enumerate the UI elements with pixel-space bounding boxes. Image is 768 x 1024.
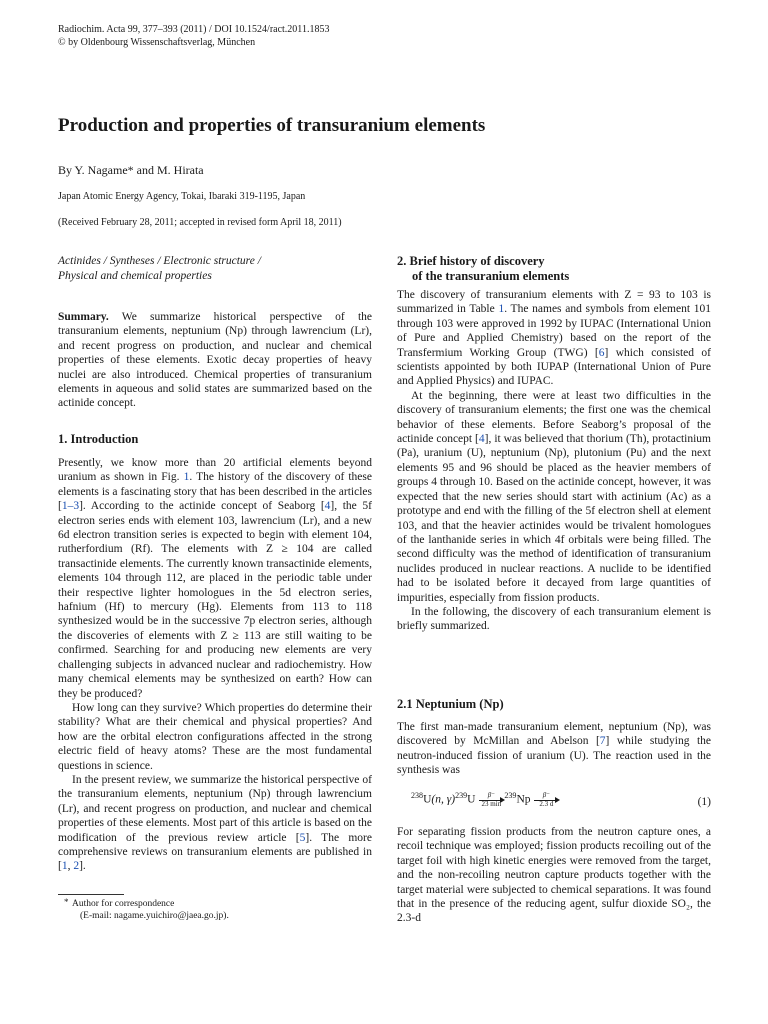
history-paragraph-2: At the beginning, there were at least two difficulties in the discovery of transuranium elements; the first one was the chemical behavior of these elements. Before Seaborg’s proposal of the actinide concept [4], it was believed that thorium (Th), protactinium (Pa), uranium (U), neptunium (Np), plutonium (Pu) and the next elements 95 and 96 should be placed as the heavier members of groups 4 through 10. Based on the actinide concept, however, it was expected that the new series should start with actinium (Ac) as a prototype and end with the filling of the 5f electron shell at element 103, and that the heavier actinides would be trivalent homologues of the lanthanide series in which 4f orbitals were being filled. The second difficulty was the method of identification of transuranium nuclides produced in nuclear reactions. A nuclide to be identified had to be isolated before it decayed from large quantities of impurities, especially from fission products. (397, 389, 711, 604)
introduction-body (58, 456, 372, 874)
authors: By Y. Nagame* and M. Hirata (58, 163, 204, 177)
history-paragraph-3: In the following, the discovery of each transuranium element is briefly summarized. (397, 605, 711, 633)
summary-label: Summary. (58, 311, 109, 323)
ref-7[interactable]: 7 (599, 735, 606, 748)
decay-arrow-2: $\frac{\beta^-}{2.3 d}$ (533, 791, 559, 809)
ref-6[interactable]: 6 (598, 346, 605, 359)
keywords-line-2: Physical and chemical properties (58, 269, 212, 282)
reaction-ng: (n, γ) (431, 793, 456, 806)
article-title: Production and properties of transuranium elements (58, 115, 486, 136)
footnote-author: Author for correspondence (72, 899, 175, 909)
section-heading-neptunium: 2.1 Neptunium (Np) (397, 697, 504, 711)
ref-1[interactable]: 1 (61, 860, 68, 873)
intro-paragraph-1: Presently, we know more than 20 artificial elements beyond uranium as shown in Fig. 1. The history of the discovery of these elements is a fascinating story that has been described in the articles [1–3]. According to the actinide concept of Seaborg [4], the 5f electron series ends with element 103, lawrencium (Lr), and a new 6d electron transition series is expected to begin with element 104, rutherfordium (Rf). The elements with Z ≥ 104 are called transactinide elements. The currently known transactinide elements, elements 104 through 112, are placed in the periodic table under their respective lighter homologues in the 5d electron series, hafnium (Hf) to mercury (Hg). Elements from 113 to 118 synthesized would be in the successive 7p electron series, although the discoveries of elements with Z ≥ 113 are still waiting to be confirmed. Searching for and producing new elements are very challenging subjects in advanced nuclear and radiochemistry. How many chemical elements may be synthesized on earth? How can they be produced? (58, 457, 372, 700)
ref-table-1[interactable]: 1 (498, 303, 505, 316)
ref-2[interactable]: 2 (73, 860, 80, 873)
history-body (397, 288, 711, 634)
journal-header (58, 23, 558, 49)
received-dates: (Received February 28, 2011; accepted in revised form April 18, 2011) (58, 217, 342, 228)
keywords (58, 254, 378, 283)
publisher-line: © by Oldenbourg Wissenschaftsverlag, München (58, 37, 256, 48)
intro-paragraph-3: In the present review, we summarize the historical perspective of the transuranium elements, neptunium (Np) through lawrencium (Lr), and recent progress on production, and nuclear and chemical properties of these elements. Most part of this article is based on the modification of the previous review article [5]. The more comprehensive reviews on transuranium elements are published in [1, 2]. (58, 773, 372, 873)
equation-1 (397, 788, 711, 818)
affiliation: Japan Atomic Energy Agency, Tokai, Ibaraki 319-1195, Japan (58, 191, 306, 202)
history-paragraph-1: The discovery of transuranium elements with Z = 93 to 103 is summarized in Table 1. The names and symbols from element 101 through 103 were approved in 1992 by IUPAC (International Union of Pure and Applied Chemistry) based on the report of the Transfermium Working Group (TWG) [6] which consisted of scientists appointed by both IUPAP (International Union of Pure and Applied Physics) and IUPAC. (397, 289, 711, 388)
section-heading-history: 2. Brief history of discovery of the transuranium elements (397, 254, 570, 283)
keywords-line-1: Actinides / Syntheses / Electronic structure / (58, 255, 261, 267)
footnote-email: (E-mail: nagame.yuichiro@jaea.go.jp). (80, 911, 229, 921)
u238-mass: 238 (411, 790, 424, 800)
footnote-rule (58, 894, 124, 895)
np239-symbol: Np (516, 793, 531, 806)
ref-4[interactable]: 4 (324, 500, 331, 513)
journal-citation: Radiochim. Acta 99, 377–393 (2011) / DOI 10.1524/ract.2011.1853 (58, 24, 330, 35)
u239-mass: 239 (455, 790, 468, 800)
equation-number: (1) (697, 796, 711, 808)
ref-1-3[interactable]: 1–3 (61, 500, 80, 513)
decay-arrow-1: β⁻ 23 min (478, 791, 504, 809)
summary (58, 310, 372, 411)
neptunium-paragraph-2: For separating fission products from the neutron capture ones, a recoil technique was employed; fission products recoiling out of the target foil with high kinetic energies were removed from the target, and the non-recoiling neutron capture products together with the target material were subjected to chemical separations. It was found that in the presence of the reducing agent, sulfur dioxide SO₂, the 2.3-d (397, 826, 711, 925)
intro-paragraph-2: How long can they survive? Which properties do determine their stability? What are their chemical and physical properties? And how are the orbital electron configurations affected in the strong electric field of heavy atoms? These are the most fundamental questions in science. (58, 701, 372, 772)
section-heading-introduction: 1. Introduction (58, 432, 139, 446)
footnote: * Author for correspondence (E-mail: nagame.yuichiro@jaea.go.jp). (58, 898, 378, 922)
np239-mass: 239 (504, 790, 517, 800)
u239-symbol: U (467, 793, 476, 806)
ref-fig-1[interactable]: 1 (183, 471, 190, 484)
ref-5[interactable]: 5 (299, 831, 306, 844)
u238-symbol: U (423, 793, 432, 806)
summary-text: We summarize historical perspective of the transuranium elements, neptunium (Np) through lawrencium (Lr), and recent progress on production, and nuclear and chemical properties of these elements. Exotic decay properties of heavy nuclei are also introduced. Chemical properties of transuranium elements in aqueous and solid states are summarized based on the actinide concept. (58, 311, 372, 410)
ref-4-b[interactable]: 4 (478, 433, 485, 446)
neptunium-paragraph-1: The first man-made transuranium element, neptunium (Np), was discovered by McMillan and Abelson [7] while studying the neutron-induced fission of uranium (U). The reaction used in the synthesis was (397, 721, 712, 777)
